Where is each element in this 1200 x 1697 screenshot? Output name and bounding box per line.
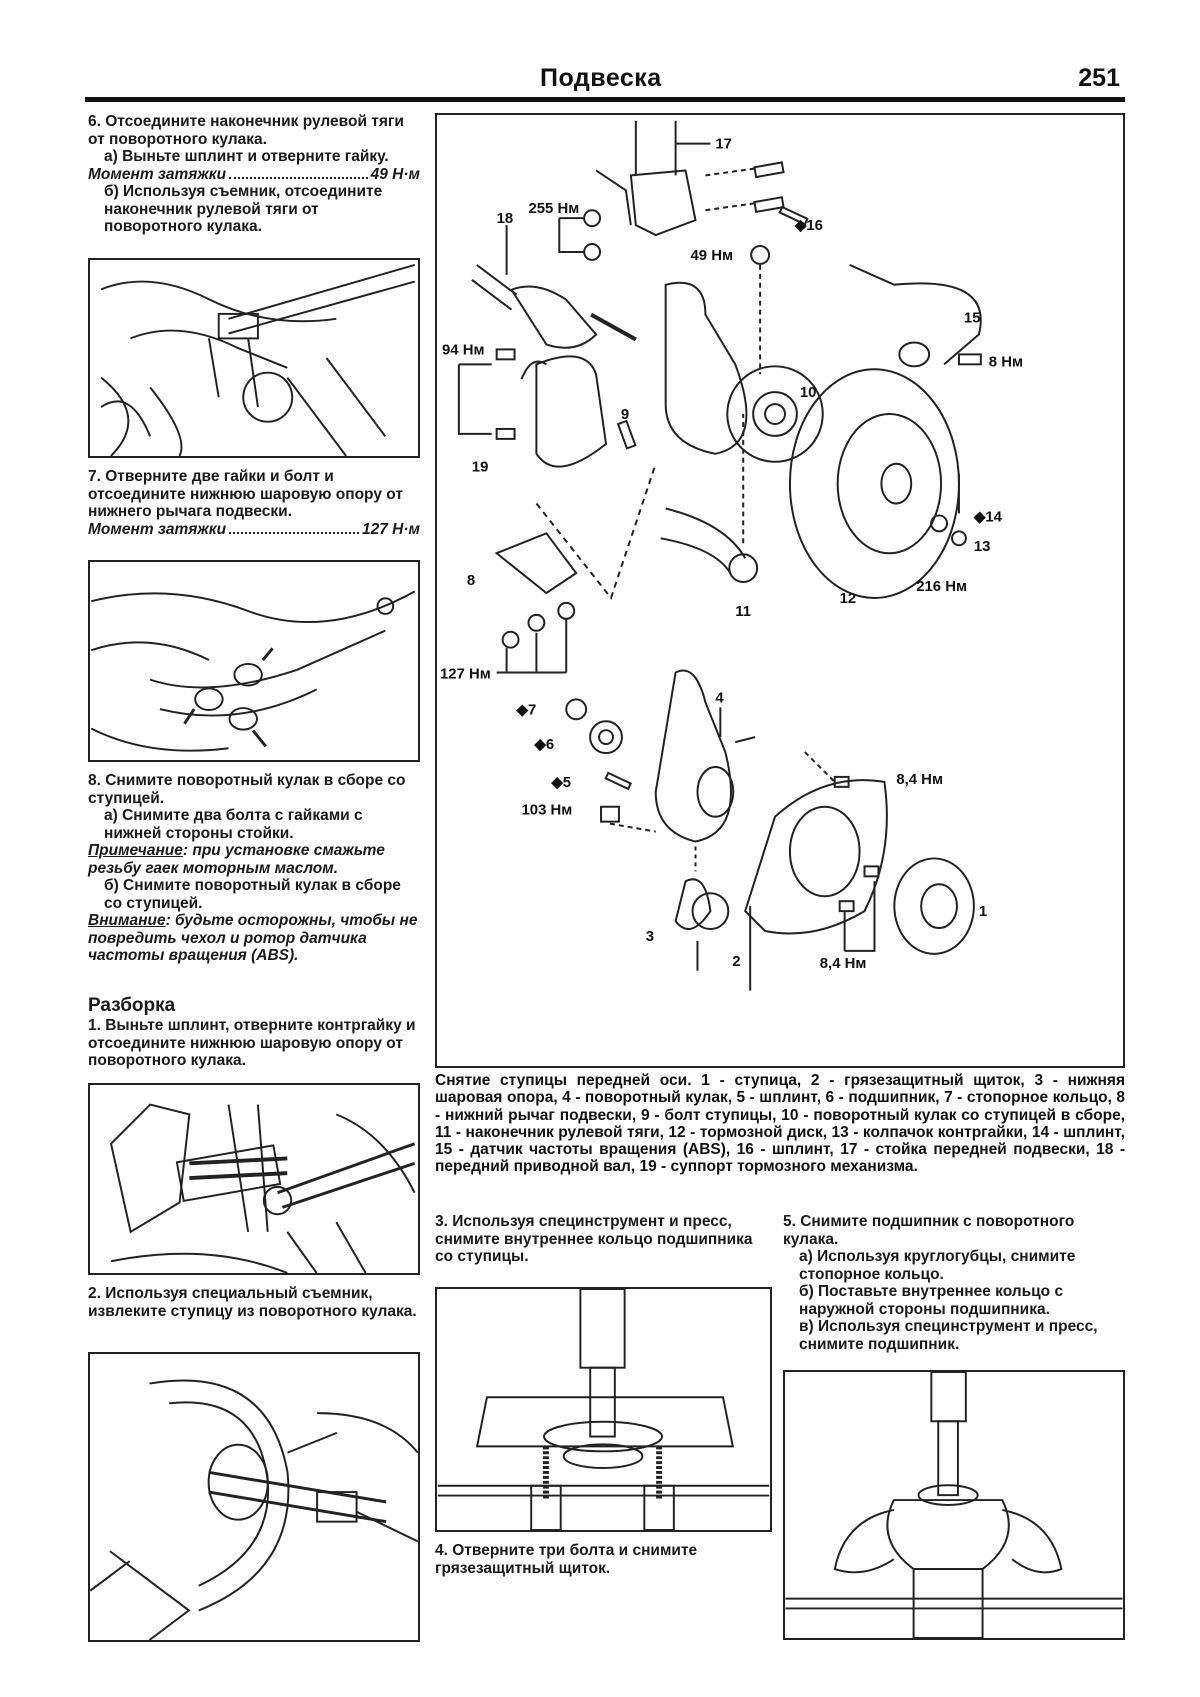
torque-spec-49: Момент затяжки 49 Н·м — [88, 165, 420, 183]
disassembly-heading: Разборка — [88, 995, 176, 1016]
step-4: 4. Отверните три болта и снимите грязезащитный щиток. — [435, 1542, 698, 1577]
label-14: ◆14 — [973, 509, 1002, 526]
step-8-text — [88, 772, 420, 965]
section-title: Подвеска — [540, 64, 662, 92]
torque-8-4-top: 8,4 Нм — [896, 771, 943, 788]
label-8: 8 — [466, 573, 476, 590]
label-16: ◆16 — [794, 218, 823, 235]
label-19: 19 — [471, 459, 489, 476]
disassembly-step-1: 1. Выньте шплинт, отверните контргайку и отсоедините нижнюю шаровую опору от поворотного кулака. — [88, 1017, 416, 1069]
step-5b: б) Поставьте внутреннее кольцо с наружной стороны подшипника. — [799, 1283, 1064, 1318]
step-6-title: 6. Отсоедините наконечник рулевой тяги от поворотного кулака. — [88, 113, 404, 148]
label-1: 1 — [978, 904, 988, 921]
step-6a: а) Выньте шплинт и отверните гайку. — [104, 148, 389, 165]
torque-103: 103 Нм — [521, 802, 573, 819]
label-4: 4 — [715, 690, 724, 707]
label-7: ◆7 — [516, 702, 537, 719]
torque-spec-127: Момент затяжки 127 Н·м — [88, 520, 420, 538]
page-header — [85, 62, 1125, 102]
figure-press-inner-ring — [435, 1287, 772, 1532]
page-number: 251 — [1078, 64, 1120, 92]
torque-255: 255 Нм — [528, 201, 580, 218]
label-3: 3 — [645, 928, 655, 945]
step-5c: в) Используя специнструмент и пресс, снимите подшипник. — [799, 1318, 1098, 1353]
disassembly-step-2: 2. Используя специальный съемник, извлеките ступицу из поворотного кулака. — [88, 1285, 417, 1320]
torque-49: 49 Нм — [690, 247, 734, 264]
torque-8: 8 Нм — [988, 354, 1024, 371]
torque-8-4-bottom: 8,4 Нм — [819, 955, 867, 972]
step-7-title: 7. Отверните две гайки и болт и отсоедините нижнюю шаровую опору от нижнего рычага подвески. — [88, 468, 403, 520]
step-8a: а) Снимите два болта с гайками с нижней стороны стойки. — [104, 807, 363, 842]
step-6-text — [88, 113, 420, 236]
step-6b: б) Используя съемник, отсоедините наконечник рулевой тяги от поворотного кулака. — [104, 183, 383, 235]
step-8-title: 8. Снимите поворотный кулак в сборе со ступицей. — [88, 772, 406, 807]
step-5a: а) Используя круглогубцы, снимите стопорное кольцо. — [799, 1248, 1076, 1283]
step-8-warning: Внимание: будьте осторожны, чтобы не повредить чехол и ротор датчика частоты вращения (ABS). — [88, 912, 418, 964]
step-7-text — [88, 468, 420, 538]
label-5: ◆5 — [551, 774, 572, 791]
label-2: 2 — [732, 953, 741, 970]
figure-lower-ball-joint — [88, 560, 420, 762]
figure-ball-joint-puller — [88, 1083, 420, 1275]
disassembly-step-2-text — [88, 1285, 420, 1320]
label-18: 18 — [496, 211, 514, 228]
step-5-title: 5. Снимите подшипник с поворотного кулака. — [783, 1213, 1075, 1248]
step-3-text — [435, 1213, 772, 1266]
label-13: 13 — [973, 539, 991, 556]
torque-94: 94 Нм — [441, 342, 485, 359]
figure-caption: Снятие ступицы передней оси. 1 - ступица, 2 - грязезащитный щиток, 3 - нижняя шаровая опора, 4 - поворотный кулак, 5 - шплинт, 6 - подшипник, 7 - стопорное кольцо, 8 - нижний рычаг подвески, 9 - болт ступицы, 10 - поворотный кулак со ступицей в сборе, 11 - наконечник рулевой тяги, 12 - тормозной диск, 13 - колпачок контргайки, 14 - шплинт, 15 - датчик частоты вращения (ABS), 16 - шплинт, 17 - стойка передней подвески, 18 - передний приводной вал, 19 - суппорт тормозного механизма. — [435, 1072, 1125, 1176]
step-8-note: Примечание: при установке смажьте резьбу гаек моторным маслом. — [88, 842, 385, 877]
label-6: ◆6 — [534, 737, 555, 754]
step-3: 3. Используя специнструмент и пресс, снимите внутреннее кольцо подшипника со ступицы. — [435, 1213, 753, 1265]
figure-front-hub-exploded-view — [435, 113, 1125, 1068]
step-8b: б) Снимите поворотный кулак в сборе со ступицей. — [104, 877, 401, 912]
label-12: 12 — [839, 590, 857, 607]
label-17: 17 — [715, 136, 732, 153]
step-4-text — [435, 1542, 772, 1577]
label-11: 11 — [735, 603, 752, 620]
figure-tie-rod-puller — [88, 258, 420, 458]
disassembly-section — [88, 995, 420, 1070]
label-15: 15 — [963, 310, 981, 327]
label-10: 10 — [799, 385, 817, 402]
figure-hub-puller — [88, 1352, 420, 1642]
label-9: 9 — [620, 407, 630, 424]
torque-216: 216 Нм — [916, 578, 968, 595]
figure-press-bearing — [783, 1370, 1125, 1640]
torque-127: 127 Нм — [439, 666, 491, 683]
step-5-text — [783, 1213, 1125, 1353]
